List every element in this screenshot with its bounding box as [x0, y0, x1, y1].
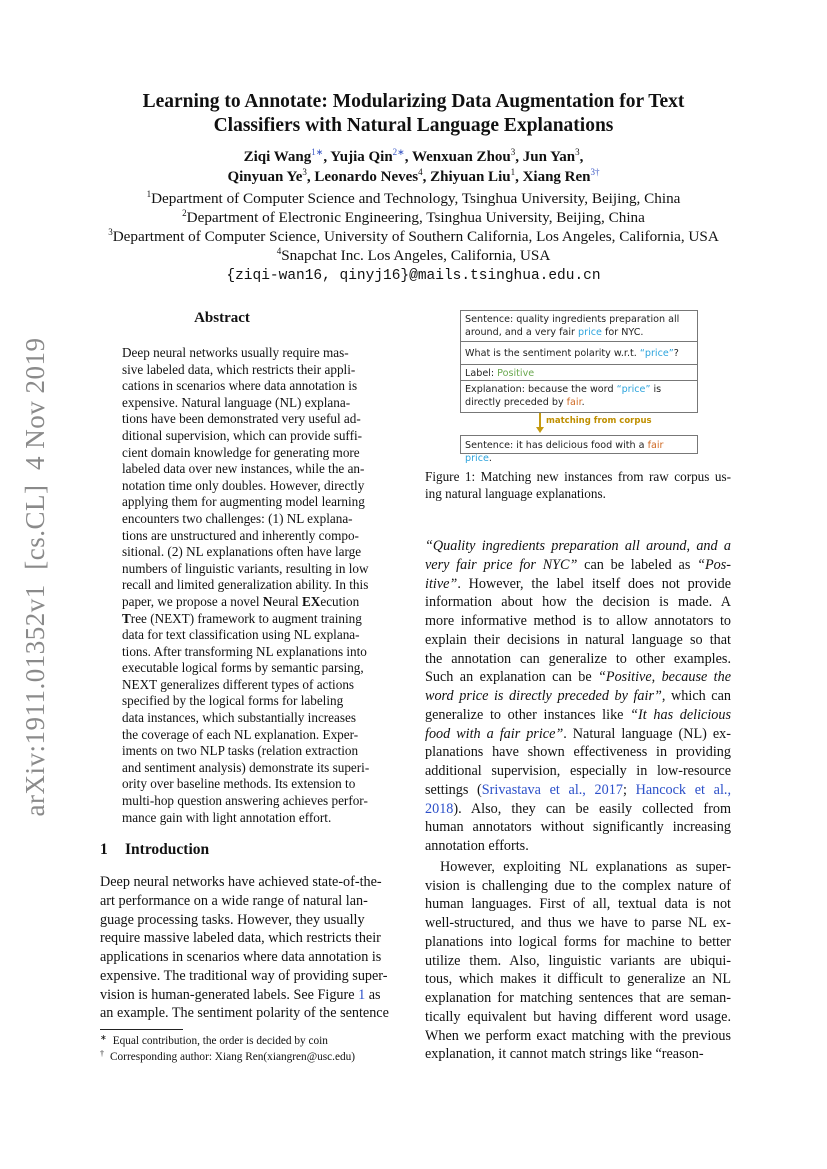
text-line: ority over baseline methods. Its extension to — [122, 776, 356, 792]
text-line: art performance on a wide range of natural lan- — [100, 892, 368, 909]
text-line: planations have shown effectiveness in providing — [425, 744, 731, 761]
text-line: applying them for augmenting model learning — [122, 494, 365, 510]
text-span: Label: — [465, 368, 498, 379]
introduction-body — [100, 873, 389, 1023]
text-span: Explanation: because the word — [465, 384, 617, 395]
text-line: specified by the logical forms for labeling — [122, 693, 344, 709]
author-affiliation-mark: 1 — [510, 167, 516, 177]
footnote-divider — [100, 1029, 183, 1030]
affiliation-number: 2 — [182, 208, 187, 218]
text-line: applications in scenarios where data annotation is — [100, 949, 382, 965]
text-line: the coverage of each NL explanation. Exper- — [122, 726, 359, 742]
text-span: Sentence: quality ingredients preparation all around, and a very fair — [465, 314, 680, 338]
footnote-text: Equal contribution, the order is decided by coin — [112, 1035, 328, 1047]
text-line: planations into logical forms for machine to better — [425, 933, 731, 950]
text-span: vision is human-generated labels. See Figure — [100, 986, 359, 1003]
text-line: notation time only doubles. However, directly — [122, 477, 365, 493]
text-span: “It has delicious — [630, 706, 731, 723]
text-span: price — [465, 453, 489, 464]
text-line: tous, which makes it difficult to generalize an NL — [425, 971, 731, 988]
text-span: fair — [566, 397, 582, 408]
text-line: vision is challenging due to the complex nature of — [425, 877, 731, 894]
text-line: data instances, which substantially increases — [122, 710, 357, 726]
text-line: sitional. (2) NL explanations often have large — [122, 544, 362, 560]
text-span: “Pos- — [697, 556, 732, 573]
author-affiliation-mark: 3† — [590, 167, 600, 177]
section-heading-introduction — [100, 841, 209, 859]
text-span: settings ( — [425, 781, 482, 798]
affiliation — [40, 189, 787, 208]
text-span: “price” — [616, 384, 651, 395]
text-span: ). Also, they can be easily collected from — [453, 800, 731, 817]
paper-title — [60, 90, 767, 138]
caption-line: Figure 1: Matching new instances from raw corpus us- — [425, 469, 731, 484]
text-line — [425, 668, 731, 687]
author-name: Qinyuan Ye — [227, 169, 303, 185]
text-span: T — [122, 610, 131, 626]
affiliation-number: 4 — [276, 246, 282, 256]
text-line: guage processing tasks. However, they usually — [100, 911, 365, 928]
arrow-label: matching from corpus — [546, 416, 652, 426]
text-line: cations in scenarios where data annotation is — [122, 378, 358, 394]
text-span: . However, the label itself does not provide — [457, 575, 731, 592]
text-span: can be labeled as — [577, 556, 698, 573]
affiliation — [40, 227, 787, 246]
text-span: N — [262, 593, 273, 609]
author-affiliation-mark: 1∗ — [311, 147, 324, 157]
author-name: Xiang Ren — [522, 169, 591, 185]
author-affiliation-mark: 2∗ — [392, 147, 405, 157]
text-line: more informative method is to allow annotators to — [425, 613, 731, 629]
text-span: ecution — [320, 593, 360, 609]
text-line: utilize them. Also, linguistic variants are ubiqui- — [425, 952, 731, 969]
text-span: EX — [302, 593, 321, 609]
text-span: . — [488, 453, 492, 464]
affiliation-text: Department of Computer Science and Technology, Tsinghua University, Beijing, China — [151, 190, 681, 207]
author-affiliation-mark: 3 — [510, 147, 516, 157]
affiliations — [40, 189, 787, 265]
footnote-equal-contribution — [100, 1034, 420, 1049]
affiliation-text: Department of Electronic Engineering, Tsinghua University, Beijing, China — [186, 209, 645, 226]
citation-link[interactable]: 1 — [358, 986, 366, 1003]
author-name: Jun Yan — [522, 149, 576, 165]
author-name: Zhiyuan Liu — [430, 169, 511, 185]
affiliation-number: 1 — [146, 189, 152, 199]
text-line: sive labeled data, which restricts their appli- — [122, 361, 356, 377]
figure-box-label — [460, 364, 698, 381]
text-line: human languages. First of all, textual data is not — [425, 896, 731, 913]
text-line — [425, 781, 731, 800]
text-line: and sentiment analysis) demonstrate its superi- — [122, 759, 370, 775]
text-line: NEXT generalizes different types of actions — [122, 676, 355, 692]
figure-box-sentence — [460, 310, 698, 342]
author-list: Ziqi Wang$^{1∗}$, Yujia Qin$^{2∗}$, Wenxuan Zhou$^3$, Jun Yan$^3$, Qinyuan Ye$^3$, Leonardo Neves$^4$, Zhiyuan Liu$^1$, Xiang Ren$^{3\dagger}$ — [227, 147, 600, 185]
text-span: generalize to other instances like — [425, 706, 631, 723]
text-span: . — [581, 397, 585, 408]
affiliation — [40, 246, 787, 265]
text-span: price — [578, 327, 602, 338]
text-line: information about how the decision is made. A — [425, 594, 731, 611]
text-line: tically equivalent but having different word usage. — [425, 1008, 731, 1025]
author-affiliation-mark: 4 — [418, 167, 423, 177]
affiliation-text: Department of Computer Science, University of Southern California, Los Angeles, California, USA — [112, 228, 719, 245]
text-span: . Natural language (NL) ex- — [563, 725, 731, 742]
author-email: {ziqi-wan16, qinyj16}@mails.tsinghua.edu.cn — [226, 268, 601, 284]
footnote-mark: † — [100, 1049, 104, 1058]
text-span: Positive — [497, 368, 535, 379]
text-span: is directly preceded by — [465, 384, 662, 408]
title-line: Learning to Annotate: Modularizing Data Augmentation for Text — [142, 91, 685, 112]
figure-box-explanation — [460, 380, 698, 413]
text-span: word price is directly preceded by fair” — [425, 688, 662, 704]
text-line: encounters two challenges: (1) NL explana- — [122, 510, 353, 526]
text-line: expensive. Natural language (NL) explana- — [122, 394, 351, 410]
text-line — [425, 556, 731, 575]
text-line — [122, 610, 362, 628]
text-span: “Positive, because the — [598, 669, 731, 686]
arrowhead-icon — [536, 427, 544, 433]
text-line: data for text classification using NL explana- — [122, 627, 360, 643]
section-title: Introduction — [125, 841, 210, 858]
text-span: for NYC. — [601, 327, 644, 338]
text-line: annotation efforts. — [425, 838, 529, 854]
text-line: numbers of linguistic variants, resulting in low — [122, 560, 369, 576]
text-line: tions. After transforming NL explanations into — [122, 643, 367, 659]
text-line: Deep neural networks have achieved state-of-the- — [100, 874, 382, 890]
text-span: very fair price for NYC” — [425, 556, 578, 573]
affiliation-text: Snapchat Inc. Los Angeles, California, USA — [281, 247, 551, 264]
text-line — [425, 706, 731, 725]
text-span: itive” — [425, 575, 458, 592]
text-line: recall and limited generalization ability. In this — [122, 577, 369, 593]
text-line: the annotation can generalize to other examples. — [425, 650, 731, 667]
text-span: paper, we propose a novel — [122, 593, 263, 609]
section-number: 1 — [100, 841, 108, 858]
text-line: tions are unstructured and inherently compo- — [122, 527, 359, 543]
footnote-corresponding-author — [100, 1050, 420, 1065]
text-span: as — [365, 986, 381, 1003]
text-line: explanation, it cannot match strings like “reason- — [425, 1046, 704, 1063]
author-name: Wenxuan Zhou — [411, 149, 511, 165]
title-line: Classifiers with Natural Language Explanations — [213, 115, 614, 136]
affiliation — [40, 208, 787, 227]
abstract-heading: Abstract — [194, 310, 250, 326]
text-span: “price” — [639, 348, 674, 359]
citation-link[interactable]: Hancock et al., — [635, 781, 731, 798]
text-line: However, exploiting NL explanations as super- — [440, 858, 731, 875]
text-span: Such an explanation can be — [425, 669, 599, 686]
figure-box-matched-sentence — [460, 435, 698, 464]
text-line: iments on two NLP tasks (relation extraction — [122, 743, 359, 759]
author-affiliation-mark: 3 — [575, 147, 580, 157]
text-line: an example. The sentiment polarity of the sentence — [100, 1005, 389, 1022]
arxiv-identifier-stamp: arXiv:1911.01352v1 [cs.CL] 4 Nov 2019 — [20, 337, 50, 817]
text-line: human annotators without significantly increasing — [425, 819, 731, 836]
affiliation-number: 3 — [108, 227, 113, 237]
text-span: ree (NEXT) framework to augment training — [130, 610, 362, 626]
text-line: ditional supervision, which can provide suffi- — [122, 427, 363, 443]
text-line: require massive labeled data, which restricts their — [100, 930, 381, 947]
footnote-mark: ∗ — [100, 1033, 107, 1042]
text-line — [122, 593, 360, 611]
author-name: Yujia Qin — [330, 149, 393, 165]
text-span: ; — [622, 781, 636, 798]
text-line: executable logical forms by semantic parsing, — [122, 660, 364, 676]
text-line — [425, 800, 731, 819]
text-line: mance gain with light annotation effort. — [122, 809, 332, 825]
figure-caption — [425, 469, 731, 502]
text-span: food with a fair price” — [425, 725, 564, 742]
citation-link[interactable]: Srivastava et al., 2017 — [481, 781, 623, 798]
author-name: Leonardo Neves — [314, 169, 419, 185]
text-line: additional supervision, especially in low-resource — [425, 763, 731, 779]
text-span: Sentence: it has delicious food with a — [465, 440, 648, 451]
text-line — [100, 986, 381, 1005]
text-line — [425, 537, 731, 556]
text-span: ? — [673, 348, 679, 359]
text-line: labeled data over new instances, while the an- — [122, 461, 365, 477]
text-line — [425, 725, 731, 744]
figure-box-question — [460, 341, 698, 365]
text-line: tions have been demonstrated very useful ad- — [122, 411, 361, 427]
right-column-body — [425, 537, 731, 1064]
text-line: expensive. The traditional way of providing super- — [100, 967, 388, 984]
text-line: cient domain knowledge for generating more — [122, 444, 360, 460]
author-affiliation-mark: 3 — [302, 167, 307, 177]
text-span: , which can — [661, 688, 731, 704]
text-line — [425, 687, 731, 706]
text-line: Deep neural networks usually require mas- — [122, 345, 349, 360]
text-line: explanation for matching sentences that are seman- — [425, 990, 731, 1006]
text-span: “Quality ingredients preparation all around, and a — [425, 538, 731, 554]
author-name: Ziqi Wang — [243, 149, 312, 165]
citation-link[interactable]: 2018 — [425, 800, 454, 817]
text-span: eural — [272, 593, 303, 609]
text-line: well-structured, and thus we have to parse NL ex- — [425, 915, 731, 931]
text-line: multi-hop question answering achieves perfor- — [122, 793, 368, 809]
text-line: explain their decisions in natural language so that — [425, 631, 731, 648]
text-line — [425, 575, 731, 594]
text-line: When we perform exact matching with the previous — [425, 1027, 731, 1044]
text-span: What is the sentiment polarity w.r.t. — [465, 348, 640, 359]
footnote-text: Corresponding author: Xiang Ren(xiangren@usc.edu) — [110, 1051, 356, 1063]
caption-line: ing natural language explanations. — [425, 485, 606, 501]
text-span: fair — [647, 440, 664, 451]
abstract-body — [122, 345, 370, 826]
